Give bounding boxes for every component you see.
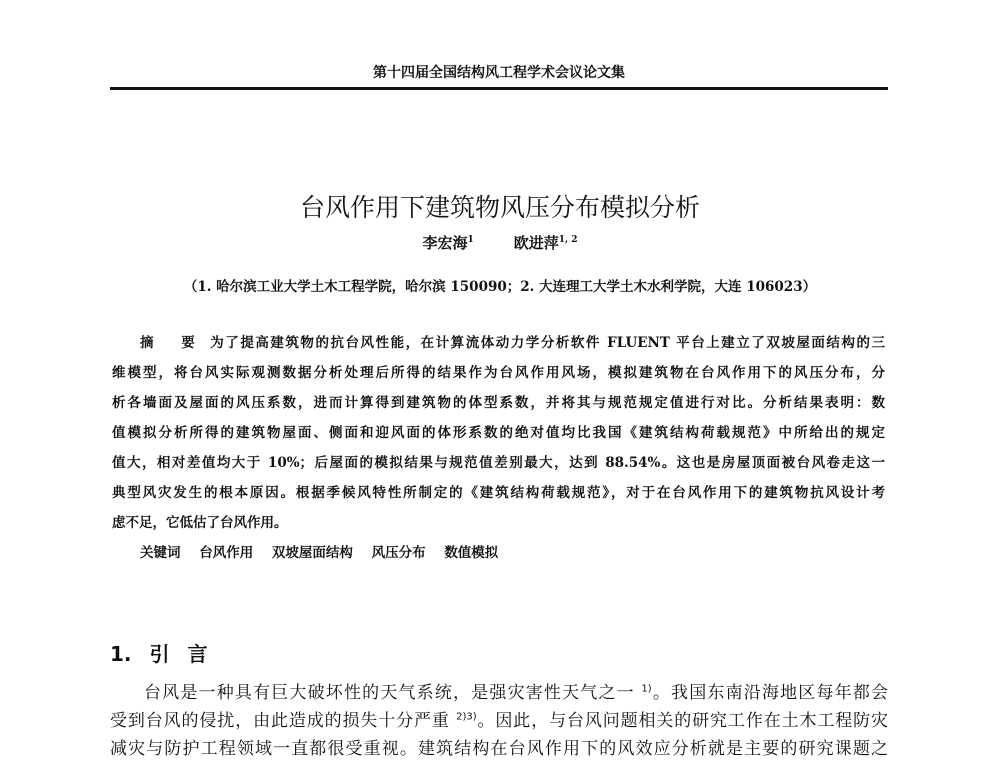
body-line: [110, 678, 888, 703]
body-text: 受到台风的侵扰，由此造成的损失十分严重: [110, 711, 450, 731]
keywords: [140, 541, 512, 561]
keyword: 风压分布: [371, 545, 426, 561]
body-text: 减灾与防护工程领域一直都很受重视。建筑结构在台风作用下的风效应分析就是主要的研究课题之: [110, 739, 888, 759]
body-text: 台风是一种具有巨大破坏性的天气系统，是强灾害性天气之一: [144, 683, 635, 703]
abstract-text: 为了提高建筑物的抗台风性能，在计算流体动力学分析软件 FLUENT 平台上建立了双坡屋面结构的三: [210, 335, 886, 351]
header-rule: [110, 87, 888, 90]
section-heading: [110, 638, 226, 667]
author-name: 欧进萍: [513, 234, 559, 252]
author-name: 李宏海: [422, 234, 468, 252]
author-affil-mark: 1, 2: [558, 235, 578, 245]
abstract-label: 摘 要: [140, 335, 207, 351]
keyword: 台风作用: [199, 545, 254, 561]
affiliation: （1. 哈尔滨工业大学土木工程学院，哈尔滨 150090；2. 大连理工大学土木水利学院，大连 106023）: [183, 279, 817, 295]
keyword: 双坡屋面结构: [271, 545, 353, 561]
abstract-line: [112, 331, 885, 351]
keyword: 数值模拟: [444, 545, 499, 561]
section-title: 引言: [149, 642, 226, 666]
abstract-line: 维模型，将台风实际观测数据分析处理后所得的结果作为台风作用风场，模拟建筑物在台风作用下的风压分布，分: [112, 365, 885, 381]
abstract-line: 典型风灾发生的根本原因。根据季候风特性所制定的《建筑结构荷载规范》，对于在台风作用下的建筑物抗风设计考: [112, 485, 885, 501]
body-text: 。因此，与台风问题相关的研究工作在土木工程防灾: [476, 711, 889, 731]
running-header: 第十四届全国结构风工程学术会议论文集: [373, 65, 625, 81]
body-line: [110, 734, 888, 759]
keywords-label: 关键词: [140, 545, 181, 561]
abstract-line: 值大，相对差值均大于 10%；后屋面的模拟结果与规范值差别最大，达到 88.54%。这也是房屋顶面被台风卷走这一: [112, 455, 885, 471]
citation: 2)3): [456, 711, 477, 723]
body-text: 。我国东南沿海地区每年都会: [651, 683, 889, 703]
citation: 1): [641, 683, 652, 695]
abstract-line: 析各墙面及屋面的风压系数，进而计算得到建筑物的体型系数，并将其与规范规定值进行对比。分析结果表明：数: [112, 395, 885, 411]
abstract-line: 值模拟分析所得的建筑物屋面、侧面和迎风面的体形系数的绝对值均比我国《建筑结构荷载规范》中所给出的规定: [112, 425, 885, 441]
paper-title: 台风作用下建筑物风压分布模拟分析: [299, 193, 700, 222]
authors: [0, 232, 1000, 253]
abstract-line: 虑不足，它低估了台风作用。: [112, 515, 288, 531]
body-line: [110, 706, 888, 731]
author-affil-mark: 1: [467, 235, 474, 245]
section-number: 1.: [110, 642, 132, 666]
